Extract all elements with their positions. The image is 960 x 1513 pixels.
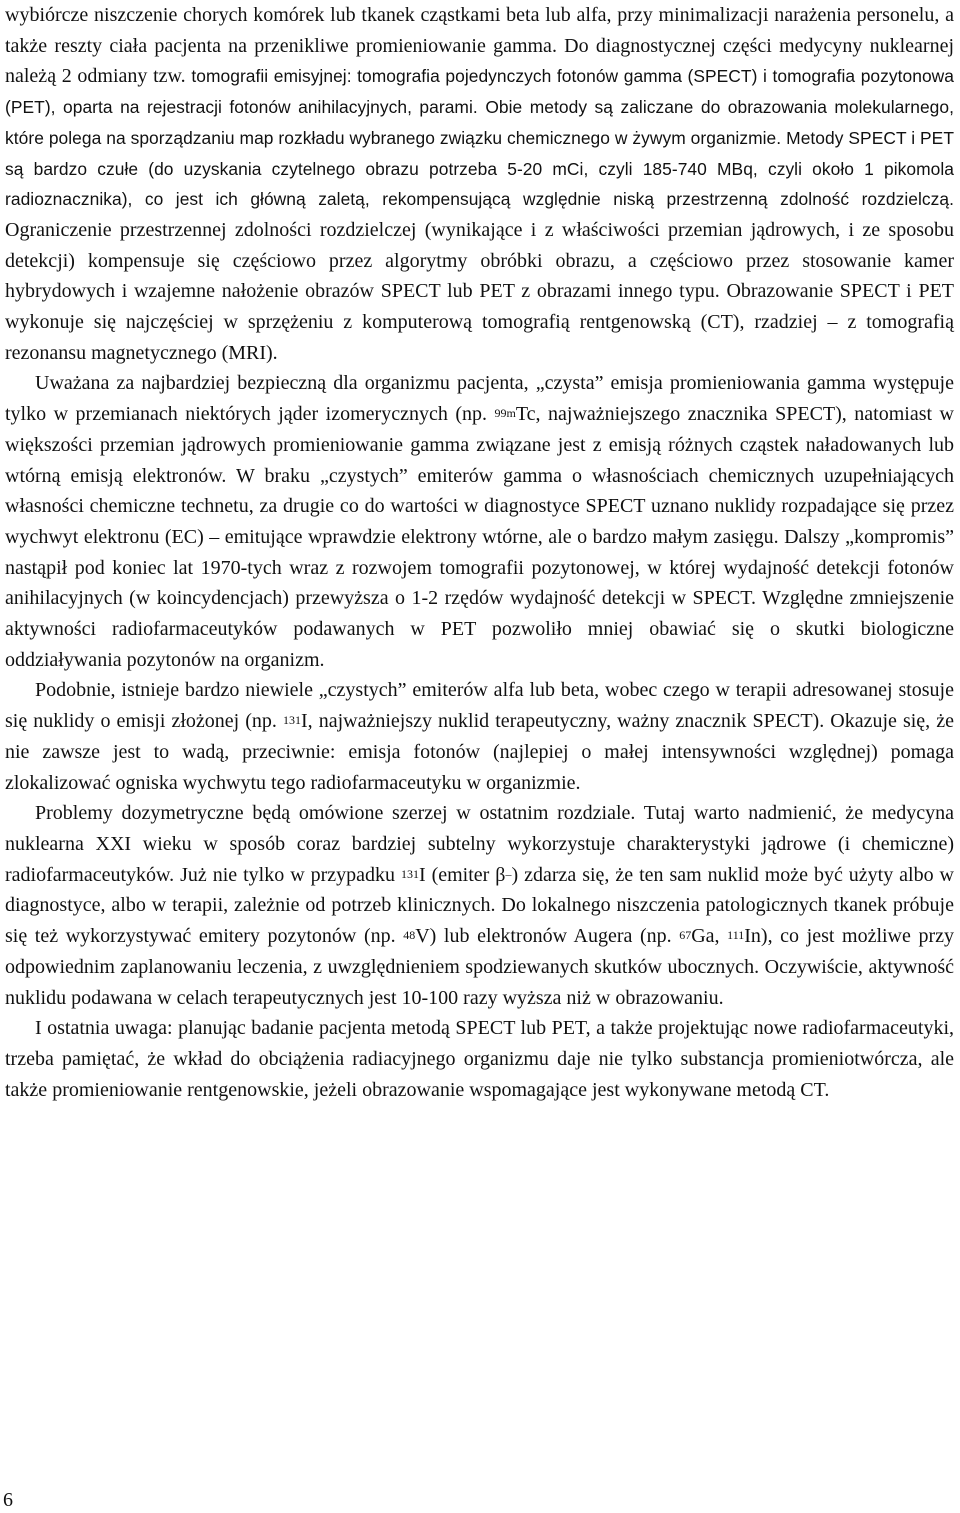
- text-run: ) zdarza się, że ten sam nuklid może być użyty albo w diagnostyce, albo w terapii, zależnie od potrzeb klinicznych. Do lokalnego niszczenia patologicznych tkanek próbuje się też wykorzystywać emitery pozytonów (np.: [5, 863, 955, 948]
- paragraph: [5, 1013, 954, 1105]
- text-run: In), co jest możliwe przy odpowiednim zaplanowaniu leczenia, z uwzględnieniem spodziewanych skutków ubocznych. Oczywiście, aktywność nuklidu podawana w celach terapeutycznych jest 10-100 razy wyższa niż w obrazowaniu.: [5, 925, 955, 1009]
- paragraph: [5, 798, 954, 1013]
- sentence: Do diagnostycznej części medycyny nuklearnej należą 2 odmiany tzw.: [5, 34, 955, 88]
- text-run: Problemy dozymetryczne będą omówione szerzej w ostatnim rozdziale. Tutaj warto nadmienić, że medycyna nuklearna XXI wieku w sposób coraz bardziej subtelny wykorzystuje charakterystyki jądrowe (i chemiczne) radiofarmaceutyków. Już nie tylko w przypadku: [5, 802, 954, 886]
- charge-sign: –: [505, 866, 512, 881]
- text-run: Ga,: [691, 925, 720, 948]
- mass-number: 131: [283, 713, 301, 728]
- paragraph: [5, 675, 954, 798]
- text-run: I, najważniejszy nuklid terapeutyczny, ważny znacznik SPECT). Okazuje się, że nie zawsze jest to wadą, przeciwnie: emisja fotonów (najlepiej o małej intensywności względnej) pomaga zlokalizować ogniska wychwytu tego radiofarmaceutyku w organizmie.: [5, 710, 955, 794]
- text-run: Podobnie, istnieje bardzo niewiele „czystych” emiterów alfa lub beta, wobec czego w terapii adresowanej stosuje się nuklidy o emisji złożonej (np.: [5, 679, 954, 733]
- text-run: Uważana za najbardziej bezpieczną dla organizmu pacjenta, „czysta” emisja promieniowania gamma występuje tylko w przemianach niektórych jąder izomerycznych (np.: [5, 372, 954, 426]
- page-number: 6: [3, 1489, 13, 1511]
- sentence: tomografii emisyjnej: tomografia pojedynczych fotonów gamma (SPECT) i tomografia pozytonowa (PET), oparta na rejestracji fotonów anihilacyjnych, parami.: [5, 66, 955, 118]
- paragraph: [5, 0, 954, 368]
- sentence: Metody SPECT i PET są bardzo czułe (do uzyskania czytelnego obrazu potrzeba 5-20 mCi, czyli 185-740 MBq, czyli około 1 pikomola radioznacznika), co jest ich główną zaletą, rekompensującą względnie niską przestrzenną zdolność rozdzielczą.: [5, 127, 955, 210]
- sentence: Obrazowanie SPECT i PET wykonuje się najczęściej w sprzężeniu z komputerową tomografią rentgenowską (CT), rzadziej – z tomografią rezonansu magnetycznego (MRI).: [5, 280, 955, 364]
- text-run: V) lub elektronów Augera (np.: [415, 925, 672, 948]
- document-body: [5, 0, 954, 1105]
- mass-number: 131: [400, 866, 419, 881]
- mass-number: 48: [403, 928, 416, 943]
- sentence: Ograniczenie przestrzennej zdolności rozdzielczej (wynikające i z właściwości przemian jądrowych, i ze sposobu detekcji) kompensuje się częściowo przez algorytmy obróbki obrazu, a częściowo przez stosowanie kamer hybrydowych i wzajemne nałożenie obrazów SPECT lub PET z obrazami innego typu.: [5, 218, 954, 303]
- paragraph: [5, 368, 954, 675]
- text-run: Tc, najważniejszego znacznika SPECT), natomiast w większości przemian jądrowych promieniowanie gamma związane jest z emisją różnych cząstek naładowanych lub wtórną emisją elektronów. W braku „czystych” emiterów gamma o własnościach chemicznych uzupełniających własności chemiczne technetu, za drugie co do wartości w diagnostyce SPECT uznano nuklidy rozpadające się przez wychwyt elektronu (EC) – emitujące wprawdzie elektrony wtórne, ale o bardzo małym zasięgu. Dalszy „kompromis” nastąpił pod koniec lat 1970-tych wraz z rozwojem tomografii pozytonowej, w której wydajność detekcji fotonów anihilacyjnych (w koincydencjach) przewyższa o 1-2 rzędów wydajność detekcji w SPECT. Względne zmniejszenie aktywności radiofarmaceutyków podawanych w PET pozwoliło mniej obawiać się o skutki biologiczne oddziaływania pozytonów na organizm.: [5, 403, 955, 671]
- sentence: Obie metody są zaliczane do obrazowania molekularnego, które polega na sporządzaniu map rozkładu wybranego związku chemicznego w żywym organizmie.: [5, 97, 954, 148]
- text-run: I (emiter β: [418, 863, 506, 886]
- text-run: I ostatnia uwaga: planując badanie pacjenta metodą SPECT lub PET, a także projektując nowe radiofarmaceutyki, trzeba pamiętać, że wkład do obciążenia radiacyjnego organizmu daje nie tylko substancja promieniotwórcza, ale także promieniowanie rentgenowskie, jeżeli obrazowanie wspomagające jest wykonywane metodą CT.: [5, 1017, 954, 1101]
- mass-number: 99m: [494, 406, 516, 421]
- sentence: wybiórcze niszczenie chorych komórek lub tkanek cząstkami beta lub alfa, przy minimalizacji narażenia personelu, a także reszty ciała pacjenta na przenikliwe promieniowanie gamma.: [5, 4, 954, 57]
- mass-number: 111: [727, 928, 745, 943]
- mass-number: 67: [679, 928, 692, 943]
